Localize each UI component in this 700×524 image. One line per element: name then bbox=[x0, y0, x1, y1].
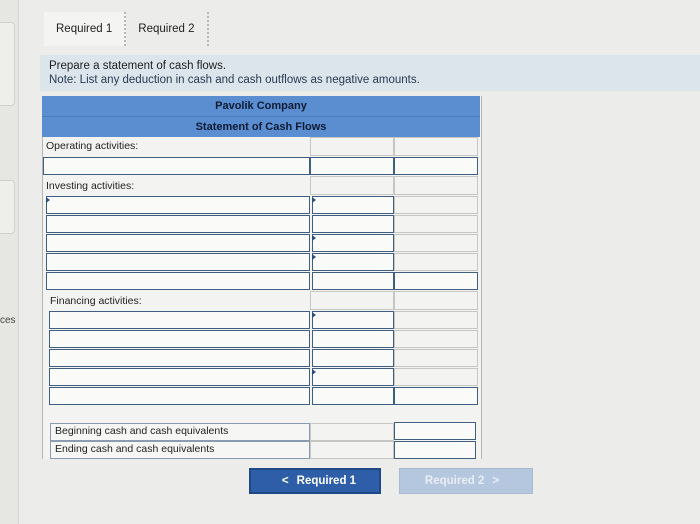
tab-required-1[interactable]: Required 1 bbox=[44, 12, 126, 46]
total-cell bbox=[394, 311, 478, 329]
ending-cash-label: Ending cash and cash equivalents bbox=[50, 441, 310, 459]
amount-cell bbox=[310, 291, 394, 310]
tab-required-2[interactable]: Required 2 bbox=[126, 12, 208, 46]
total-cell bbox=[394, 196, 478, 214]
operating-total-input[interactable] bbox=[394, 157, 478, 175]
total-cell bbox=[394, 253, 478, 271]
financing-total-input[interactable] bbox=[394, 387, 478, 405]
row-marker-icon bbox=[312, 197, 316, 203]
operating-amount-input[interactable] bbox=[310, 157, 394, 175]
investing-description-input[interactable] bbox=[46, 215, 310, 233]
next-required-2-button[interactable] bbox=[399, 468, 533, 494]
investing-description-input[interactable] bbox=[46, 234, 310, 252]
investing-amount-input[interactable] bbox=[312, 253, 394, 271]
company-name: Pavolik Company bbox=[215, 100, 307, 112]
row-marker-icon bbox=[312, 235, 316, 241]
amount-cell bbox=[310, 137, 394, 156]
left-panel-box bbox=[0, 180, 15, 234]
tab-bar bbox=[44, 12, 209, 46]
beginning-cash-label: Beginning cash and cash equivalents bbox=[50, 423, 310, 441]
next-button-label: Required 2 bbox=[424, 475, 485, 487]
instruction-text: Prepare a statement of cash flows. bbox=[49, 60, 227, 72]
ending-cash-input[interactable] bbox=[394, 441, 476, 459]
financing-description-input[interactable] bbox=[49, 387, 310, 405]
total-cell bbox=[394, 349, 478, 367]
row-marker-icon bbox=[312, 254, 316, 260]
investing-description-input[interactable] bbox=[46, 272, 310, 290]
investing-amount-input[interactable] bbox=[312, 272, 394, 290]
financing-amount-input[interactable] bbox=[312, 330, 394, 348]
row-marker-icon bbox=[46, 197, 50, 203]
company-name-header bbox=[42, 96, 480, 116]
investing-total-input[interactable] bbox=[394, 272, 478, 290]
investing-amount-input[interactable] bbox=[312, 234, 394, 252]
operating-description-input[interactable] bbox=[43, 157, 310, 175]
financing-description-input[interactable] bbox=[49, 349, 310, 367]
chevron-right-icon: > bbox=[492, 475, 500, 487]
statement-title: Statement of Cash Flows bbox=[195, 121, 327, 133]
total-cell bbox=[394, 234, 478, 252]
financing-description-input[interactable] bbox=[49, 311, 310, 329]
instruction-note: Note: List any deduction in cash and cash outflows as negative amounts. bbox=[49, 74, 420, 86]
amount-cell bbox=[310, 176, 394, 195]
left-panel-box bbox=[0, 22, 15, 106]
total-cell bbox=[394, 137, 478, 156]
financing-amount-input[interactable] bbox=[312, 311, 394, 329]
chevron-left-icon: < bbox=[281, 475, 289, 487]
total-cell bbox=[394, 330, 478, 348]
investing-description-input[interactable] bbox=[46, 196, 310, 214]
total-cell bbox=[394, 176, 478, 195]
operating-activities-label: Operating activities: bbox=[46, 140, 139, 152]
total-cell bbox=[394, 291, 478, 310]
financing-activities-label: Financing activities: bbox=[50, 295, 142, 307]
amount-cell bbox=[310, 441, 394, 459]
financing-description-input[interactable] bbox=[49, 330, 310, 348]
financing-amount-input[interactable] bbox=[312, 368, 394, 386]
left-panel-text: ces bbox=[0, 315, 16, 326]
investing-activities-label: Investing activities: bbox=[46, 180, 135, 192]
total-cell bbox=[394, 215, 478, 233]
instructions-panel bbox=[40, 55, 700, 91]
investing-description-input[interactable] bbox=[46, 253, 310, 271]
financing-amount-input[interactable] bbox=[312, 349, 394, 367]
row-marker-icon bbox=[312, 312, 316, 318]
previous-button-label: Required 1 bbox=[296, 475, 357, 487]
investing-amount-input[interactable] bbox=[312, 196, 394, 214]
amount-cell bbox=[310, 423, 394, 441]
statement-title-header bbox=[42, 116, 480, 137]
previous-required-1-button[interactable] bbox=[249, 468, 381, 494]
beginning-cash-input[interactable] bbox=[394, 422, 476, 440]
row-marker-icon bbox=[312, 369, 316, 375]
investing-amount-input[interactable] bbox=[312, 215, 394, 233]
financing-amount-input[interactable] bbox=[312, 387, 394, 405]
total-cell bbox=[394, 368, 478, 386]
financing-description-input[interactable] bbox=[49, 368, 310, 386]
